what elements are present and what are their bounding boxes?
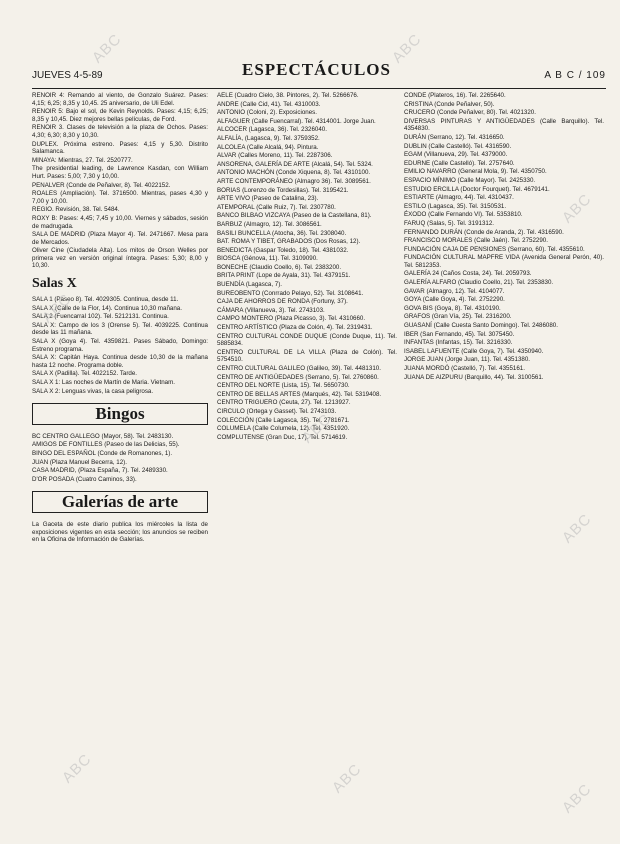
listing-entry: DURÁN (Serrano, 12). Tel. 4316650. xyxy=(404,133,505,141)
listing-entry: SALA X (Padilla). Tel. 4022152. Tarde. xyxy=(32,370,138,378)
listing-entry: AELE (Cuadro Cielo, 38. Pintores, 2). Tel. 5266676. xyxy=(217,92,359,99)
listing-entry: BC CENTRO GALLEGO (Mayor, 58). Tel. 2483130. xyxy=(32,432,174,440)
listing-entry: BORIAS (Lorenzo de Tordesillas). Tel. 3195421. xyxy=(217,186,349,194)
listing-entry: DUBLIN (Calle Castelló). Tel. 4316590. xyxy=(404,142,512,150)
section-title: ESPECTÁCULOS xyxy=(242,60,391,79)
listing-entry: CONDE (Plateros, 16). Tel. 2265640. xyxy=(404,92,506,99)
listing-entry: FRANCISCO MORALES (Calle Jaén). Tel. 2752290. xyxy=(404,237,548,245)
listing-entry: GALERÍA 24 (Caños Costa, 24). Tel. 2059793. xyxy=(404,270,532,278)
listing-entry: FERNANDO DURÁN (Conde de Aranda, 2). Tel. 4316590. xyxy=(404,228,564,236)
listing-entry: CÁMARA (Villanueva, 3). Tel. 2743103. xyxy=(217,306,325,314)
listing-entry: ARTE CONTEMPORÁNEO (Almagro 36). Tel. 3089561. xyxy=(217,177,371,185)
listing-entry: BRITA PRINT (Lope de Ayala, 31). Tel. 4379151. xyxy=(217,272,351,280)
listing-entry: INFANTAS (Infantas, 15). Tel. 3216330. xyxy=(404,339,513,347)
abc-watermark: ABC xyxy=(558,780,595,817)
listing-entry: SALA X 2: Lenguas vivas, la casa peligrosa. xyxy=(32,387,154,395)
listing-entry: ANTONIO MACHÓN (Conde Xiquena, 8). Tel. 4310100. xyxy=(217,169,371,177)
listing-entry: BUREOBENTO (Conrrado Pelayo, 52). Tel. 3108641. xyxy=(217,289,364,297)
listing-entry: CAJA DE AHORROS DE RONDA (Fortuny, 37). xyxy=(217,298,348,306)
listing-entry: BONECHE (Claudio Coello, 6). Tel. 2383200. xyxy=(217,263,342,271)
listing-entry: FUNDACIÓN CAJA DE PENSIONES (Serrano, 60). Tel. 4355610. xyxy=(404,245,585,253)
heading-salas-x: Salas X xyxy=(32,276,77,292)
issue-date: JUEVES 4-5-89 xyxy=(32,70,103,81)
listing-entry: ANDRE (Calle Cid, 41). Tel. 4310003. xyxy=(217,100,321,108)
listing-entry: ALCOLEA (Calle Alcalá, 94). Pintura. xyxy=(217,143,319,151)
listing-entry: BINGO DEL ESPAÑOL (Conde de Romanones, 1). xyxy=(32,449,173,457)
listing-entry: ROALES (Ampliación). Tel. 3716500. Mientras, pases 4,30 y 7,00 y 10,00. xyxy=(32,190,208,205)
listing-entry: PENALVER (Conde de Peñalver, 8). Tel. 4022152. xyxy=(32,181,171,189)
listing-entry: CRUCERO (Conde Peñalver, 80). Tel. 4021320. xyxy=(404,109,536,117)
listing-entry: Oliver Cine (Ciudadela Alta). Los mitos de Orson Welles por primera vez en versión original íntegra. Pases: 5,30; 8,00 y 10,30. xyxy=(32,247,208,270)
listing-entry: D'OR POSADA (Cuatro Caminos, 33). xyxy=(32,475,137,483)
listing-entry: JUANA MORDÓ (Castelló, 7). Tel. 4355161. xyxy=(404,365,525,372)
listing-entry: FARUQ (Salas, 5). Tel. 3191312. xyxy=(404,219,494,227)
listing-entry: ALCOCER (Lagasca, 36). Tel. 2326040. xyxy=(217,126,327,134)
listing-entry: ANSORENA, GALERÍA DE ARTE (Alcalá, 54). Tel. 5324. xyxy=(217,160,373,168)
listing-entry: GOYA (Calle Goya, 4). Tel. 2752290. xyxy=(404,296,505,304)
listing-entry: EDURNE (Calle Castelló). Tel. 2757640. xyxy=(404,159,515,167)
listing-entry: La Gaceta de este diario publica los miércoles la lista de exposiciones vigentes en esta sección; los anuncios se reciben en la Oficina de Información de Galerías. xyxy=(32,520,208,544)
abc-watermark: ABC xyxy=(88,30,125,67)
abc-watermark: ABC xyxy=(328,760,365,797)
listing-entry: GAVAR (Almagro, 12). Tel. 4104077. xyxy=(404,287,505,295)
listing-entry: CAMPO MONTERO (Plaza Picasso, 3). Tel. 4310660. xyxy=(217,315,366,323)
listing-entry: JUANA DE AIZPURU (Barquillo, 44). Tel. 3100561. xyxy=(404,373,544,381)
paper-page-number: A B C / 109 xyxy=(544,70,606,81)
listing-entry: CENTRO ARTÍSTICO (Plaza de Colón, 4). Tel. 2319431. xyxy=(217,324,373,332)
listing-entry: CIRCULO (Ortega y Gasset). Tel. 2743103. xyxy=(217,407,337,415)
listing-entry: ESTIARTE (Almagro, 44). Tel. 4310437. xyxy=(404,194,514,202)
listing-entry: CRISTINA (Conde Peñalver, 50). xyxy=(404,100,495,108)
listing-entry: CENTRO TRIGUERO (Ceuta, 27). Tel. 1213927. xyxy=(217,399,351,407)
galerias-intro xyxy=(32,521,208,544)
listing-entry: EGAM (Villanueva, 29). Tel. 4379000. xyxy=(404,151,508,159)
listing-entry: ESPACIO MÍNIMO (Calle Mayor). Tel. 2425330. xyxy=(404,176,536,184)
listing-entry: COLUMELA (Calle Columela, 12). Tel. 4351920. xyxy=(217,425,350,433)
listing-entry: BARBUZ (Almagro, 12). Tel. 3086561. xyxy=(217,220,322,228)
bingo-listings xyxy=(32,433,208,484)
listing-entry: JUAN (Plaza Manuel Becerra, 12). xyxy=(32,458,127,466)
listing-entry: CENTRO DE BELLAS ARTES (Marqués, 42). Tel. 5319408. xyxy=(217,390,382,398)
listing-entry: ANTONIO (Coloni, 2). Exposiciones. xyxy=(217,109,317,117)
listing-entry: SALA X: Campo de los 3 (Orense 5). Tel. 4039225. Continua desde las 11 mañana. xyxy=(32,321,208,337)
listing-entry: IBER (San Fernando, 45). Tel. 3075450. xyxy=(404,330,515,338)
listing-entry: CENTRO DE ANTIGÜEDADES (Serrano, 5). Tel. 2760860. xyxy=(217,373,379,381)
listing-entry: CENTRO CULTURAL CONDE DUQUE (Conde Duque, 11). Tel. 5885834. xyxy=(217,332,397,348)
listing-entry: GOVA BIS (Goya, 8). Tel. 4310190. xyxy=(404,304,501,312)
listing-entry: ALFAGUER (Calle Fuencarral). Tel. 4314001. Jorge Juan. xyxy=(217,117,376,125)
listing-entry: AMIGOS DE FONTILLES (Paseo de las Delicias, 55). xyxy=(32,441,180,449)
column-2 xyxy=(217,92,397,836)
header-rule xyxy=(32,88,606,89)
listing-entry: BAT. ROMA Y TIBET, GRABADOS (Dos Rosas, 12). xyxy=(217,238,361,246)
listing-entry: The presidential leading, de Lawrence Kasdan, con William Hurt. Pases: 5,00; 7,30 y 10,00. xyxy=(32,165,208,180)
listing-entry: ARTE VIVO (Paseo de Catalina, 23). xyxy=(217,195,319,203)
heading-galerias-de-arte: Galerías de arte xyxy=(32,491,208,513)
listing-entry: ALFALÍA, (Lagasca, 9). Tel. 3759352. xyxy=(217,134,320,142)
abc-watermark: ABC xyxy=(558,190,595,227)
listing-entry: DUPLEX. Próxima estreno. Pases: 4,15 y 5,30. Distrito Salamanca. xyxy=(32,140,208,156)
listing-entry: BENEDICTA (Gaspar Toledo, 18). Tel. 4381032. xyxy=(217,246,349,254)
cinema-listings xyxy=(32,92,208,270)
gallery-listings-b xyxy=(404,92,604,381)
listing-entry: RENOIR 5: Bajo el sol, de Kevin Reynolds. Pases: 4,15; 6,25; 8,35 y 10,45. Diez mejores bellas películas, de Ford. xyxy=(32,108,208,123)
page-header xyxy=(32,44,606,88)
listing-entry: SALA X 1: Las noches de Martín de Maria. Vietnam. xyxy=(32,379,175,386)
listing-entry: ISABEL LAFUENTE (Calle Goya, 7). Tel. 4350940. xyxy=(404,347,544,355)
listing-entry: ÉXODO (Calle Fernando VI). Tel. 5353810. xyxy=(404,211,523,219)
listing-entry: REGIO. Revisión, 38. Tel. 5484. xyxy=(32,206,120,214)
listing-entry: MINAYA: Mientras, 27. Tel. 2520777. xyxy=(32,156,133,164)
listing-entry: SALA X (Calle de la Flor, 14). Continua 10,30 mañana. xyxy=(32,304,182,312)
listing-entry: JORGE JUAN (Jorge Juan, 11). Tel. 4351380. xyxy=(404,356,530,364)
listing-entry: SALA DE MADRID (Plaza Mayor 4). Tel. 2471667. Mesa para de Mercados. xyxy=(32,231,208,246)
listing-entry: GRAFOS (Gran Vía, 25). Tel. 2316200. xyxy=(404,313,512,321)
abc-watermark: ABC xyxy=(38,290,75,327)
listing-entry: EMILIO NAVARRO (General Mola, 9). Tel. 4350750. xyxy=(404,168,547,176)
listing-entry: ESTILO (Lagasca, 35). Tel. 3150531. xyxy=(404,202,507,210)
listing-entry: SALA 2 (Fuencarral 102). Tel. 5212131. Continua. xyxy=(32,313,169,321)
gallery-listings-a xyxy=(217,92,397,441)
listing-entry: CENTRO CULTURAL GALILEO (Galileo, 39). Tel. 4481310. xyxy=(217,365,381,372)
listing-entry: SALA X (Goya 4). Tel. 4359821. Pases Sábado, Domingo: Estreno programa. xyxy=(32,338,208,353)
listing-entry: BASILI BUNCELLA (Atocha, 36). Tel. 2308040. xyxy=(217,229,347,237)
listing-entry: SALA 1 (Paseo 8). Tel. 4029305. Continua, desde 11. xyxy=(32,296,179,304)
listing-entry: FUNDACIÓN CULTURAL MAPFRE VIDA (Avenida General Perón, 40). Tel. 5812353. xyxy=(404,254,604,269)
listing-entry: GUASANÍ (Calle Cuesta Santo Domingo). Tel. 2486080. xyxy=(404,322,558,330)
listing-entry: BIOSCA (Génova, 11). Tel. 3109090. xyxy=(217,255,318,263)
listing-entry: RENOIR 3. Clases de televisión a la plaza de Ochos. Pases: 4,30; 6,30; 8,30 y 10,30. xyxy=(32,124,208,139)
abc-watermark: ABC xyxy=(388,30,425,67)
column-1 xyxy=(32,92,208,836)
abc-watermark: ABC xyxy=(298,410,335,447)
listing-entry: COLECCIÓN (Calle Lagasca, 35). Tel. 2781671. xyxy=(217,416,350,424)
listing-entry: DIVERSAS PINTURAS Y ANTIGÜEDADES (Calle Barquillo). Tel. 4354830. xyxy=(404,117,604,133)
listing-entry: CASA MADRID, (Plaza España, 7). Tel. 2489330. xyxy=(32,467,168,475)
listing-entry: GALERÍA ALFARO (Claudio Coello, 21). Tel. 2353830. xyxy=(404,279,554,287)
listing-entry: ATEMPORAL (Calle Ruiz, 7). Tel. 2307780. xyxy=(217,203,336,211)
listing-entry: CENTRO DEL NORTE (Lista, 15). Tel. 5650730. xyxy=(217,382,350,390)
abc-watermark: ABC xyxy=(558,510,595,547)
listing-entry: RENOIR 4: Remando al viento, de Gonzalo Suárez. Pases: 4,15; 6,25; 8,35 y 10,45. 25 aniversario, de Uli Edel. xyxy=(32,92,208,107)
listing-entry: CENTRO CULTURAL DE LA VILLA (Plaza de Colón). Tel. 5754510. xyxy=(217,348,397,364)
heading-bingos: Bingos xyxy=(32,403,208,425)
listing-entry: BUENDÍA (Lagasca, 7). xyxy=(217,281,282,289)
listing-entry: ALVAR (Calles Moreno, 11). Tel. 2287306. xyxy=(217,152,333,160)
listing-entry: COMPLUTENSE (Gran Duc, 17). Tel. 5714619. xyxy=(217,433,348,441)
listing-entry: ROXY B: Pases: 4,45; 7,45 y 10,00. Viernes y sábados, sesión de madrugada. xyxy=(32,214,208,230)
abc-watermark: ABC xyxy=(58,750,95,787)
listing-entry: ESTUDIO ERCILLA (Doctor Fourquet). Tel. 4679141. xyxy=(404,185,550,193)
listing-entry: SALA X: Capitán Haya. Continua desde 10,30 de la mañana hasta 12 noche. Programa doble. xyxy=(32,354,208,369)
listing-entry: BANCO BILBAO VIZCAYA (Paseo de la Castellana, 81). xyxy=(217,212,372,220)
